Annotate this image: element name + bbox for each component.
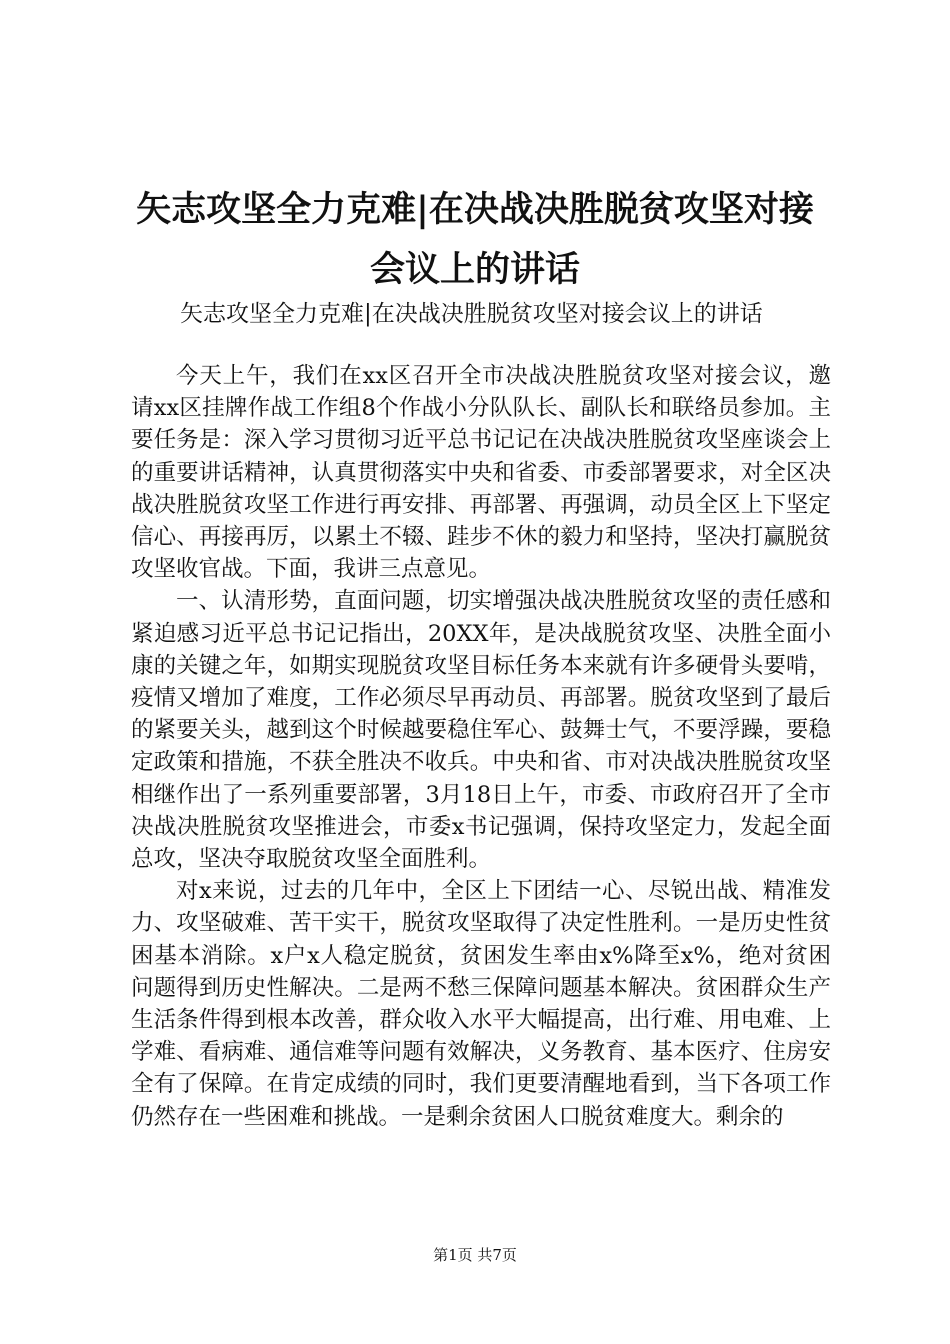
paragraph: 今天上午，我们在xx区召开全市决战决胜脱贫攻坚对接会议，邀请xx区挂牌作战工作组8个作战小分队队长、副队长和联络员参加。主要任务是：深入学习贯彻习近平总书记记在决战决胜脱贫攻坚座谈会上的重要讲话精神，认真贯彻落实中央和省委、市委部署要求，对全区决战决胜脱贫攻坚工作进行再安排、再部署、再强调，动员全区上下坚定信心、再接再厉，以累土不辍、跬步不休的毅力和坚持，坚决打赢脱贫攻坚收官战。下面，我讲三点意见。 [131,363,831,583]
paragraph: 对x来说，过去的几年中，全区上下团结一心、尽锐出战、精准发力、攻坚破难、苦干实干，脱贫攻坚取得了决定性胜利。一是历史性贫困基本消除。x户x人稳定脱贫，贫困发生率由x%降至x%，绝对贫困问题得到历史性解决。二是两不愁三保障问题基本解决。贫困群众生产生活条件得到根本改善，群众收入水平大幅提高，出行难、用电难、上学难、看病难、通信难等问题有效解决，义务教育、基本医疗、住房安全有了保障。在肯定成绩的同时，我们更要清醒地看到，当下各项工作仍然存在一些困难和挑战。一是剩余贫困人口脱贫难度大。剩余的 [131,878,831,1130]
document-body [131,360,831,1133]
page-footer: 第1页 共7页 [433,1246,517,1264]
paragraph: 一、认清形势，直面问题，切实增强决战决胜脱贫攻坚的责任感和紧迫感习近平总书记记指出，20XX年，是决战脱贫攻坚、决胜全面小康的关键之年，如期实现脱贫攻坚目标任务本来就有许多硬骨头要啃，疫情又增加了难度，工作必须尽早再动员、再部署。脱贫攻坚到了最后的紧要关头，越到这个时候越要稳住军心、鼓舞士气，不要浮躁，要稳定政策和措施，不获全胜决不收兵。中央和省、市对决战决胜脱贫攻坚相继作出了一系列重要部署，3月18日上午，市委、市政府召开了全市决战决胜脱贫攻坚推进会，市委x书记强调，保持攻坚定力，发起全面总攻，坚决夺取脱贫攻坚全面胜利。 [131,588,831,873]
document-title: 矢志攻坚全力克难|在决战决胜脱贫攻坚对接会议上的讲话 [136,189,814,290]
document-subtitle: 矢志攻坚全力克难|在决战决胜脱贫攻坚对接会议上的讲话 [180,301,763,327]
